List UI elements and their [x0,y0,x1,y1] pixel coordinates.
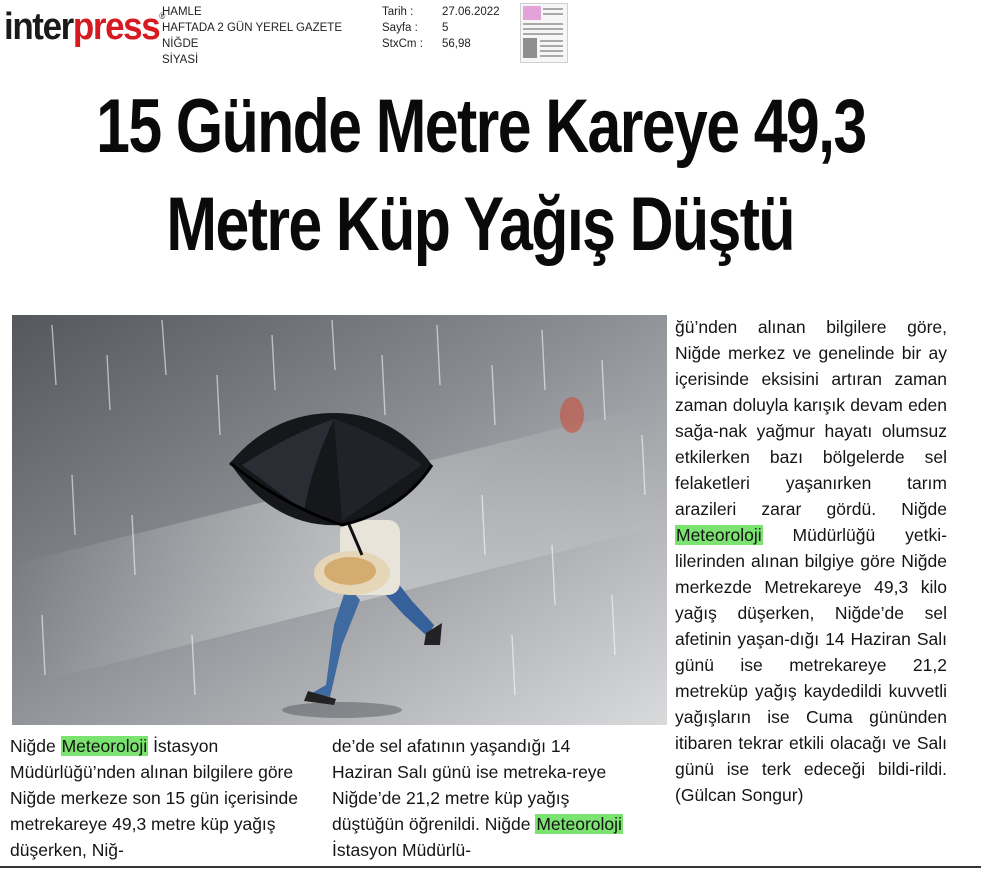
size-label: StxCm : [382,38,423,50]
publication-category: SİYASİ [162,54,199,66]
page-thumbnail [520,3,568,63]
article-column-2 [332,733,632,863]
size-value: 56,98 [442,38,471,50]
highlighted-term: Meteoroloji [536,814,622,834]
page-label: Sayfa : [382,22,418,34]
page-value: 5 [442,22,449,34]
interpress-logo [4,8,164,46]
headline-line-1: 15 Günde Metre Kareye 49,3 [96,84,866,169]
publication-frequency: HAFTADA 2 GÜN YEREL GAZETE [162,22,342,34]
article-paragraph-2 [332,733,632,863]
logo-text: inter [4,6,73,48]
article-paragraph-1 [10,733,310,863]
date-value: 27.06.2022 [442,6,500,18]
publication-name: HAMLE [162,6,202,18]
bottom-divider [0,866,981,868]
registered-mark: ® [159,11,164,21]
article-col1-pre: Niğde [10,736,61,756]
clipping-details [382,4,500,52]
article-col1-post: İstasyon Müdürlüğü’nden alınan bilgilere göre Niğde merkeze son 15 gün içerisinde metrekareye 49,3 metre küp yağış düşerken, Niğ- [10,736,298,860]
rain-umbrella-photo [12,315,667,725]
article-paragraph-3 [675,314,947,808]
highlighted-term: Meteoroloji [61,736,148,756]
article-col2-pre: de’de sel afatının yaşandığı 14 Haziran Salı günü ise metreka-reye Niğde’de 21,2 metre küp yağış düştüğün öğrenildi. Niğde [332,736,607,834]
publication-info [162,4,342,68]
headline-line-2: Metre Küp Yağış Düştü [166,182,794,267]
article-column-1 [10,733,310,863]
date-label: Tarih : [382,6,414,18]
article-col3-post: Müdürlüğü yetki-lilerinden alınan bilgiye göre Niğde merkezde Metrekareye 49,3 kilo yağış düşerken, Niğde’de sel afetinin yaşan-dığı 14 Haziran Salı günü ise metrekareye 21,2 metreküp yağış kaydedildi kuvvetli yağışların ise Cuma gününden itibaren tekrar etkili olacağı ve Salı günü ise terk edeceği bildi-rildi.(Gülcan Songur) [675,525,947,805]
article-column-3 [675,314,947,808]
headline [0,78,960,274]
article-col3-pre: ğü’nden alınan bilgilere göre, Niğde merkez ve genelinde bir ay içerisinde eksisini artıran zaman zaman doluyla karışık devam eden sağa-nak yağmur hayatı olumsuz etkilerken bazı bölgelerde sel felaketleri yaşanırken tarım arazileri zarar gördü. Niğde [675,317,947,519]
highlighted-term: Meteoroloji [676,525,762,545]
article-col2-post: İstasyon Müdürlü- [332,840,472,860]
publication-city: NİĞDE [162,38,199,50]
logo-accent-text: press [72,6,160,48]
